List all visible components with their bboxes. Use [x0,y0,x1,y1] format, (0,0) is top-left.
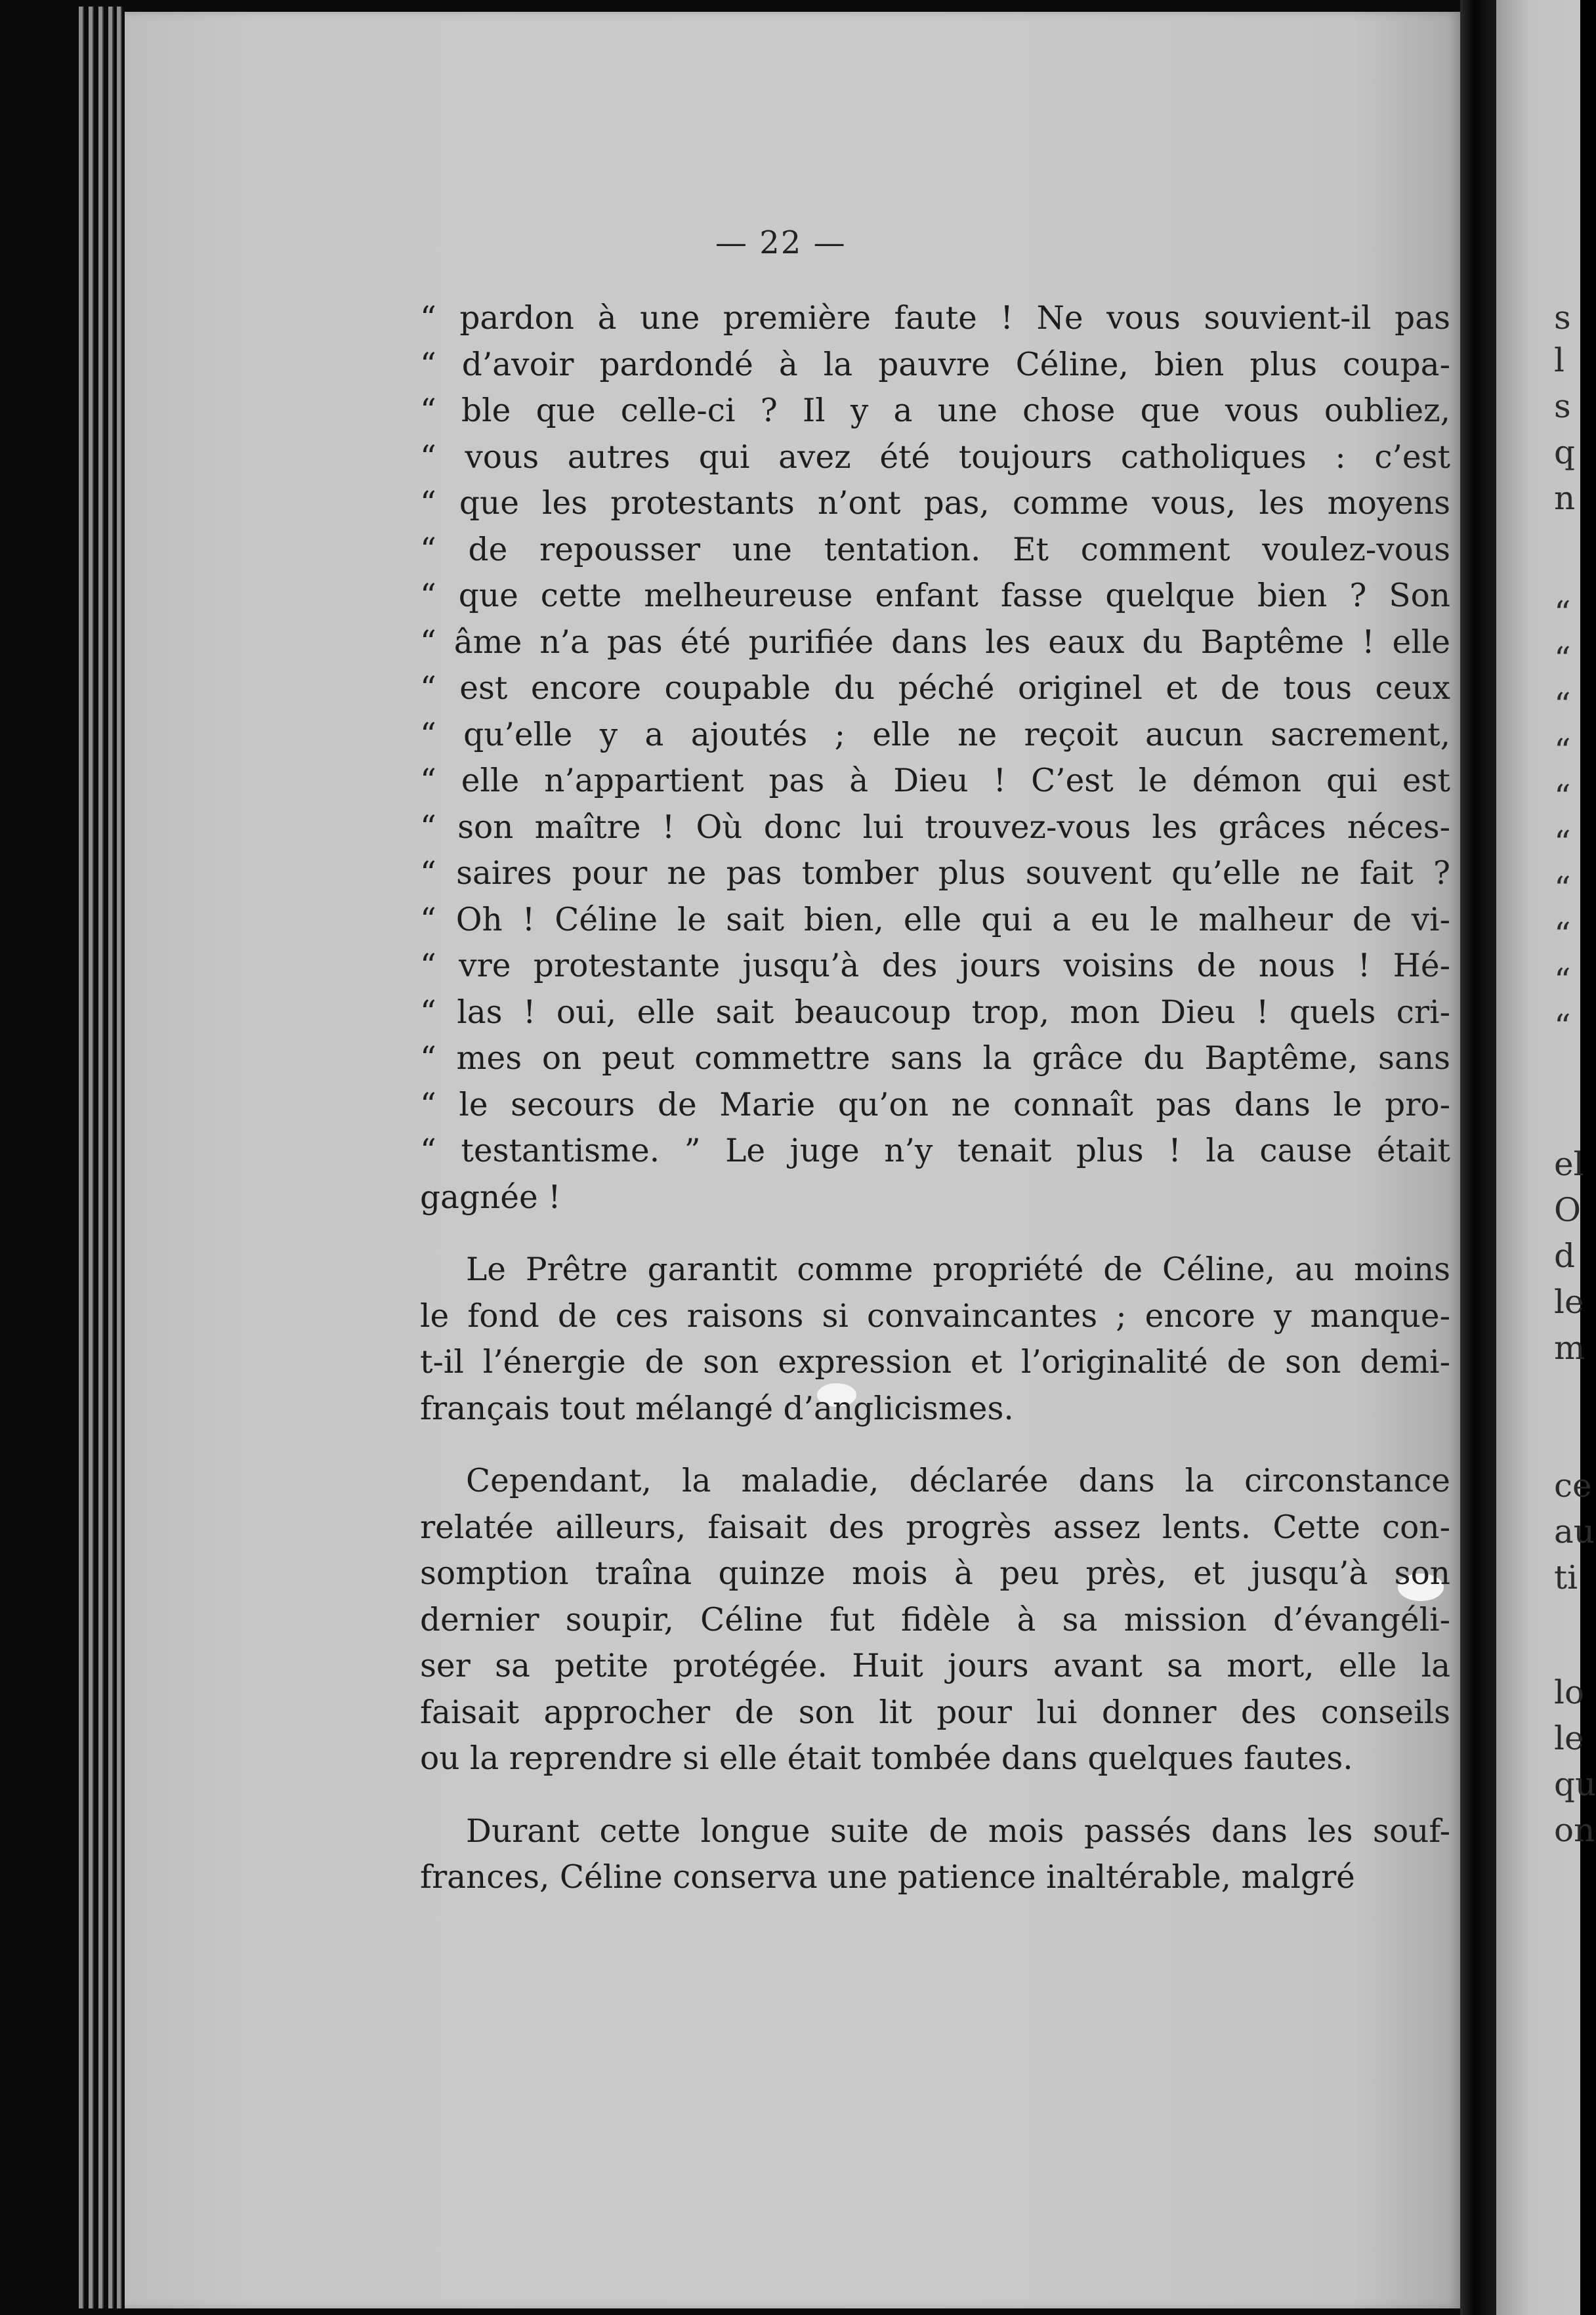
text-line: “ que les protestants n’ont pas, comme vous, les moyens [420,485,1450,522]
text-line: “ est encore coupable du péché originel et de tous ceux [420,670,1450,707]
page-edge [89,7,94,2308]
facing-page-fragment: ti [1554,1558,1578,1596]
facing-page-fragment: “ [1554,640,1571,678]
text-line: dernier soupir, Céline fut fidèle à sa mission d’évangéli- [420,1601,1450,1638]
facing-page-fragment: qu [1554,1765,1596,1803]
paragraph-gap [420,1220,1450,1247]
facing-page-fragment: on [1554,1811,1595,1849]
book-gutter [1460,0,1496,2315]
facing-page-fragment: n [1554,479,1576,517]
facing-page-fragment: ce [1554,1467,1592,1505]
text-line: “ son maître ! Où donc lui trouvez-vous les grâces néces- [420,808,1450,846]
text-line: t-il l’énergie de son expression et l’originalité de son demi- [420,1344,1450,1381]
facing-page-fragment: s [1554,299,1571,337]
facing-page-fragment: au [1554,1512,1595,1551]
text-line: “ mes on peut commettre sans la grâce du Baptême, sans [420,1040,1450,1077]
text-line: somption traîna quinze mois à peu près, et jusqu’à son [420,1555,1450,1592]
text-line: “ Oh ! Céline le sait bien, elle qui a eu le malheur de vi- [420,901,1450,938]
text-line: ser sa petite protégée. Huit jours avant sa mort, elle la [420,1648,1450,1684]
text-line: Le Prêtre garantit comme propriété de Céline, au moins [466,1251,1450,1288]
text-line: “ ble que celle-ci ? Il y a une chose que vous oubliez, [420,392,1450,429]
facing-page-fragment: “ [1554,594,1571,632]
text-line: “ elle n’appartient pas à Dieu ! C’est le démon qui est [420,762,1450,799]
paragraph-gap [420,1782,1450,1808]
text-line: “ vous autres qui avez été toujours catholiques : c’est [420,438,1450,476]
facing-page-fragment: “ [1554,778,1571,816]
text-line: relatée ailleurs, faisait des progrès assez lents. Cette con- [420,1509,1450,1546]
page-edge [79,7,84,2308]
paragraph [420,1247,1450,1432]
facing-page-fragment: “ [1554,869,1571,907]
paragraph [420,1808,1450,1901]
text-line: frances, Céline conserva une patience inaltérable, malgré [420,1859,1355,1896]
text-line: “ le secours de Marie qu’on ne connaît pas dans le pro- [420,1086,1450,1123]
text-line: “ qu’elle y a ajoutés ; elle ne reçoit aucun sacrement, [420,716,1450,753]
text-line: “ de repousser une tentation. Et comment voulez-vous [420,531,1450,568]
page-edge [117,7,122,2308]
text-line: ou la reprendre si elle était tombée dans quelques fautes. [420,1740,1353,1777]
facing-page-fragment: “ [1554,961,1571,999]
paragraph [420,1458,1450,1782]
page-text [420,295,1450,1901]
text-line: “ pardon à une première faute ! Ne vous souvient-il pas [420,300,1450,337]
text-line: “ d’avoir pardondé à la pauvre Céline, bien plus coupa- [420,346,1450,383]
page-edge [108,7,114,2308]
facing-page-fragment: “ [1554,732,1571,770]
text-line: français tout mélangé d’anglicismes. [420,1390,1014,1427]
text-line: faisait approcher de son lit pour lui donner des conseils [420,1694,1450,1731]
facing-page-fragment: q [1554,433,1576,471]
facing-page-fragment: d [1554,1237,1576,1275]
facing-page-fragment: l [1554,341,1564,379]
text-line: gagnée ! [420,1178,561,1216]
text-line: Durant cette longue suite de mois passés dans les souf- [466,1812,1450,1850]
text-line: “ las ! oui, elle sait beaucoup trop, mon Dieu ! quels cri- [420,993,1450,1031]
facing-page-fragment: lo [1554,1673,1585,1711]
facing-page [1496,0,1596,2315]
text-line: “ testantisme. ” Le juge n’y tenait plus ! la cause était [420,1133,1450,1169]
paragraph-gap [420,1432,1450,1458]
page-edge [98,7,104,2308]
facing-page-fragment: O [1554,1191,1581,1229]
text-line: “ âme n’a pas été purifiée dans les eaux du Baptême ! elle [420,623,1450,661]
facing-page-fragment: s [1554,387,1571,425]
facing-page-fragment: “ [1554,686,1571,724]
facing-page-fragment: el [1554,1145,1584,1183]
text-line: le fond de ces raisons si convaincantes ; encore y manque- [420,1297,1450,1335]
text-line: “ que cette melheureuse enfant fasse quelque bien ? Son [420,577,1450,614]
text-line: “ saires pour ne pas tomber plus souvent qu’elle ne fait ? [420,855,1450,892]
facing-page-fragment: m [1554,1329,1586,1367]
text-line: Cependant, la maladie, déclarée dans la circonstance [466,1463,1450,1499]
page-number: — 22 — [715,224,847,261]
facing-page-fragment: le [1554,1719,1584,1757]
facing-page-fragment: “ [1554,915,1571,953]
facing-page-fragment: “ [1554,1007,1571,1045]
text-line: “ vre protestante jusqu’à des jours voisins de nous ! Hé- [420,948,1450,984]
paragraph [420,295,1450,1220]
facing-page-fragment: “ [1554,824,1571,862]
facing-page-fragment: le [1554,1283,1584,1321]
